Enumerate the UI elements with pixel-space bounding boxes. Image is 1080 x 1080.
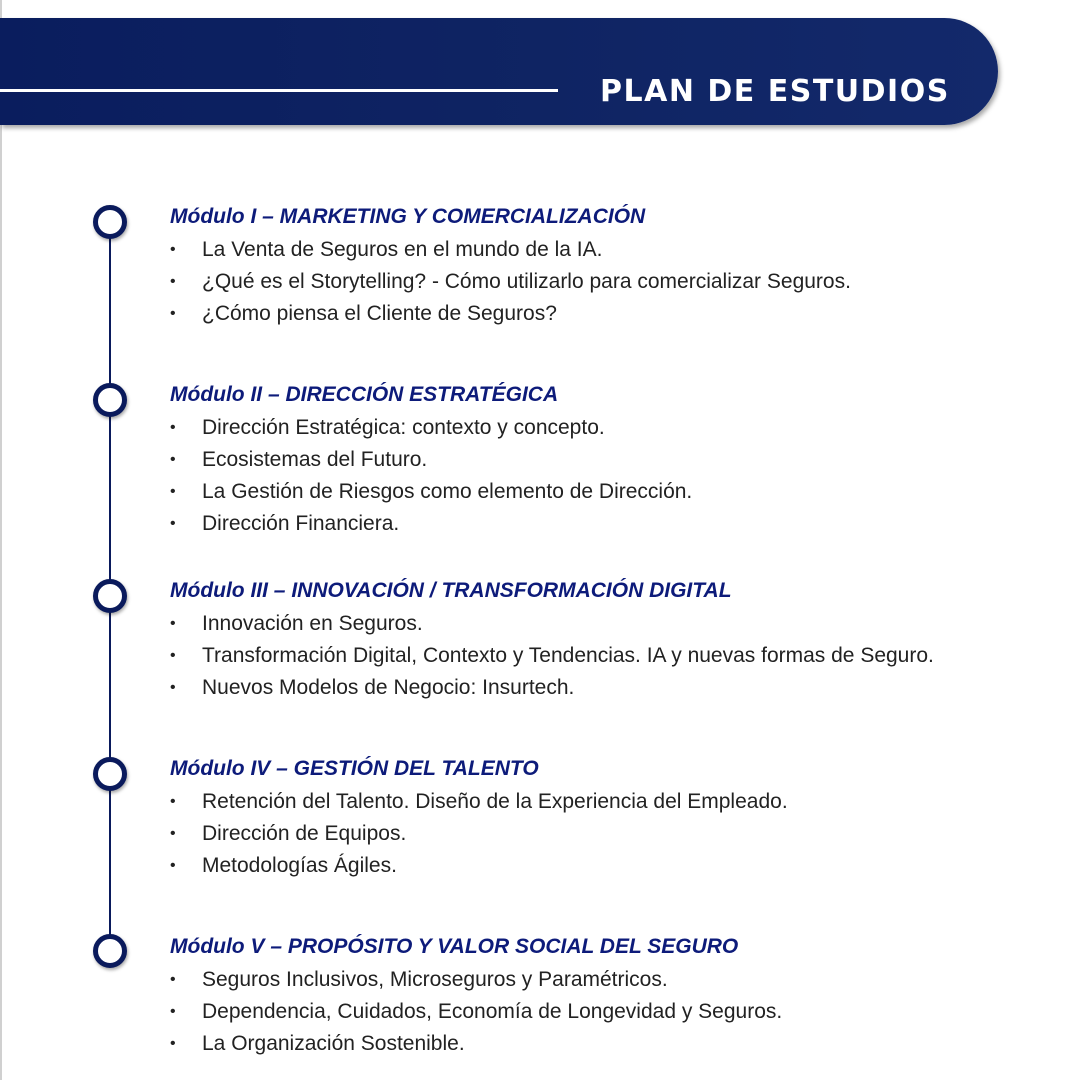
module-5 [170,934,782,1060]
list-item-text: Retención del Talento. Diseño de la Experiencia del Empleado. [202,790,788,813]
list-item [170,298,851,330]
bullet-icon: • [170,1003,176,1020]
list-item [170,786,788,818]
list-item-text: La Gestión de Riesgos como elemento de Dirección. [202,480,693,503]
timeline-node-module-1 [93,205,127,239]
timeline-node-module-5 [93,934,127,968]
module-item-list [170,964,782,1060]
list-item [170,476,692,508]
list-item-text: Transformación Digital, Contexto y Tendencias. IA y nuevas formas de Seguro. [202,644,934,667]
timeline-node-module-2 [93,383,127,417]
list-item-text: ¿Cómo piensa el Cliente de Seguros? [202,302,557,325]
bullet-icon: • [170,825,176,842]
module-title: Módulo IV – GESTIÓN DEL TALENTO [170,757,539,780]
bullet-icon: • [170,483,176,500]
list-item-text: Seguros Inclusivos, Microseguros y Paramétricos. [202,968,668,991]
module-title: Módulo I – MARKETING Y COMERCIALIZACIÓN [170,205,646,228]
bullet-icon: • [170,515,176,532]
module-3 [170,578,934,704]
list-item [170,266,851,298]
module-item-list [170,608,934,704]
list-item-text: La Organización Sostenible. [202,1032,465,1055]
bullet-icon: • [170,241,176,258]
list-item-text: Dependencia, Cuidados, Economía de Longevidad y Seguros. [202,1000,783,1023]
page-title: PLAN DE ESTUDIOS [600,74,950,109]
bullet-icon: • [170,679,176,696]
list-item [170,412,692,444]
list-item [170,850,788,882]
list-item [170,444,692,476]
timeline-node-module-4 [93,757,127,791]
module-1 [170,204,851,330]
list-item [170,640,934,672]
list-item [170,818,788,850]
list-item-text: Innovación en Seguros. [202,612,423,635]
list-item [170,964,782,996]
bullet-icon: • [170,1035,176,1052]
list-item [170,1028,782,1060]
module-item-list [170,412,692,540]
bullet-icon: • [170,305,176,322]
list-item [170,996,782,1028]
module-item-list [170,786,788,882]
module-4 [170,756,788,882]
bullet-icon: • [170,419,176,436]
list-item-text: Dirección de Equipos. [202,822,407,845]
bullet-icon: • [170,793,176,810]
list-item-text: Metodologías Ágiles. [202,854,397,877]
timeline-node-module-3 [93,579,127,613]
list-item-text: Dirección Financiera. [202,512,400,535]
list-item [170,608,934,640]
list-item [170,234,851,266]
list-item-text: Dirección Estratégica: contexto y concepto. [202,416,605,439]
module-item-list [170,234,851,330]
list-item-text: Nuevos Modelos de Negocio: Insurtech. [202,676,575,699]
bullet-icon: • [170,615,176,632]
bullet-icon: • [170,451,176,468]
header-divider-line [0,89,558,92]
bullet-icon: • [170,647,176,664]
module-title: Módulo V – PROPÓSITO Y VALOR SOCIAL DEL SEGURO [170,935,739,958]
list-item [170,672,934,704]
module-title: Módulo II – DIRECCIÓN ESTRATÉGICA [170,383,559,406]
page-left-edge [0,0,2,1080]
bullet-icon: • [170,857,176,874]
module-2 [170,382,692,540]
list-item-text: Ecosistemas del Futuro. [202,448,428,471]
module-title: Módulo III – INNOVACIÓN / TRANSFORMACIÓN DIGITAL [170,579,732,602]
bullet-icon: • [170,273,176,290]
list-item-text: La Venta de Seguros en el mundo de la IA. [202,238,603,261]
bullet-icon: • [170,971,176,988]
header-banner [0,18,998,125]
list-item-text: ¿Qué es el Storytelling? - Cómo utilizarlo para comercializar Seguros. [202,270,851,293]
list-item [170,508,692,540]
